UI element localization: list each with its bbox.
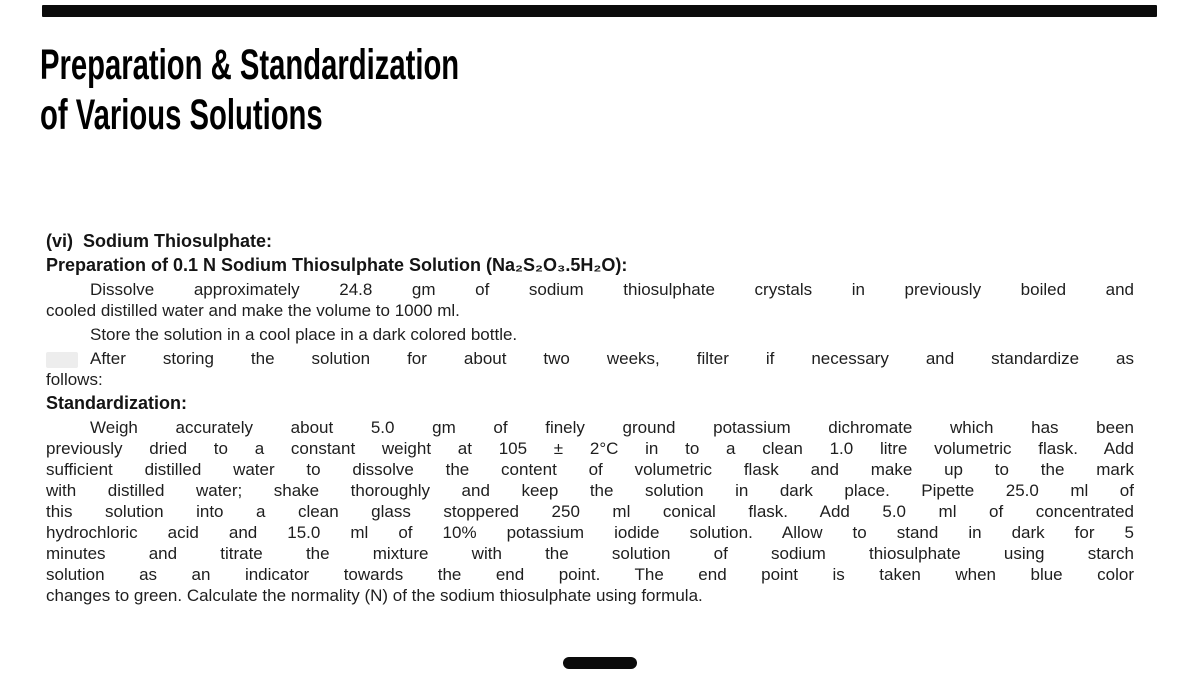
- paragraph-line: Weigh accurately about 5.0 gm of finely ground potassium dichromate which has been: [90, 418, 1134, 437]
- paragraph-line: with distilled water; shake thoroughly and keep the solution in dark place. Pipette 25.0 ml of: [46, 481, 1134, 500]
- heading-preparation: Preparation of 0.1 N Sodium Thiosulphate Solution (Na₂S₂O₃.5H₂O):: [46, 255, 628, 275]
- paragraph-line: solution as an indicator towards the end point. The end point is taken when blue color: [46, 565, 1134, 584]
- top-chrome-bar: [42, 5, 1157, 17]
- paragraph-line: sufficient distilled water to dissolve the content of volumetric flask and make up to the mark: [46, 460, 1134, 479]
- title-line-1: Preparation & Standardization: [40, 41, 460, 89]
- paragraph-after-storing: [46, 348, 1134, 390]
- home-indicator: [563, 657, 637, 669]
- paragraph-store: [46, 324, 1134, 345]
- paragraph-line: Store the solution in a cool place in a dark colored bottle.: [90, 325, 518, 344]
- paragraph-line: previously dried to a constant weight at 105 ± 2°C in to a clean 1.0 litre volumetric flask. Add: [46, 439, 1134, 458]
- paragraph-line: Dissolve approximately 24.8 gm of sodium thiosulphate crystals in previously boiled and: [90, 280, 1134, 299]
- paragraph-line: this solution into a clean glass stoppered 250 ml conical flask. Add 5.0 ml of concentrated: [46, 502, 1134, 521]
- paragraph-line: After storing the solution for about two weeks, filter if necessary and standardize as: [90, 349, 1134, 368]
- paragraph-dissolve: [46, 279, 1134, 321]
- paragraph-line: follows:: [46, 370, 103, 389]
- document-body: [46, 231, 1134, 606]
- paragraph-standardization: [46, 417, 1134, 606]
- title-line-2: of Various Solutions: [40, 91, 323, 139]
- section-heading-item: (vi) Sodium Thiosulphate:: [46, 231, 272, 251]
- heading-standardization: Standardization:: [46, 393, 188, 413]
- paragraph-line: hydrochloric acid and 15.0 ml of 10% potassium iodide solution. Allow to stand in dark for 5: [46, 523, 1134, 542]
- paragraph-line: minutes and titrate the mixture with the solution of sodium thiosulphate using starch: [46, 544, 1134, 563]
- paragraph-line: cooled distilled water and make the volume to 1000 ml.: [46, 301, 460, 320]
- paragraph-line: changes to green. Calculate the normality (N) of the sodium thiosulphate using formula.: [46, 586, 703, 605]
- page-title: [40, 40, 459, 140]
